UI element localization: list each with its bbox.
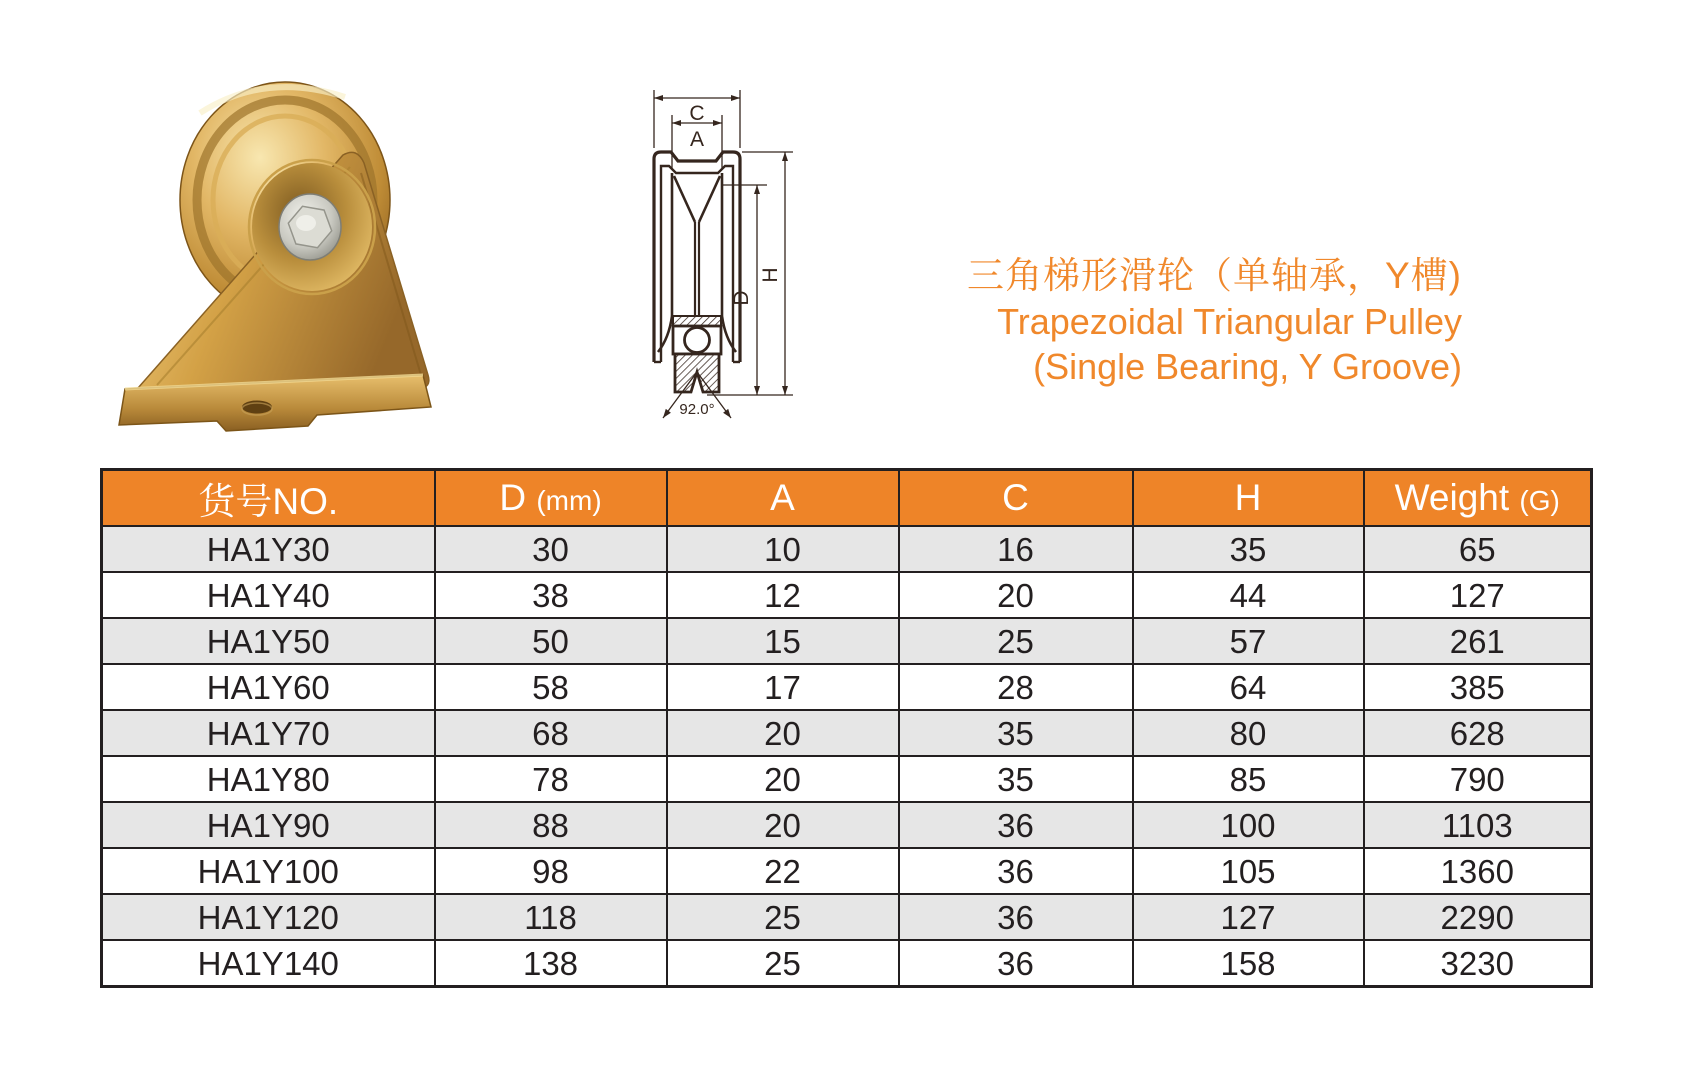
- table-cell: HA1Y30: [102, 526, 435, 572]
- column-header-unit: (G): [1519, 485, 1560, 516]
- table-cell: 20: [667, 802, 899, 848]
- table-cell: HA1Y70: [102, 710, 435, 756]
- table-cell: 15: [667, 618, 899, 664]
- table-cell: 68: [435, 710, 667, 756]
- pulley-photo-graphic: [105, 55, 465, 460]
- table-cell: 38: [435, 572, 667, 618]
- column-header: [1133, 470, 1364, 527]
- column-header: [102, 470, 435, 527]
- spec-table: [100, 468, 1593, 988]
- table-cell: 628: [1364, 710, 1592, 756]
- table-cell: 1360: [1364, 848, 1592, 894]
- dim-label-a: A: [689, 128, 705, 151]
- table-cell: 100: [1133, 802, 1364, 848]
- table-cell: HA1Y60: [102, 664, 435, 710]
- table-cell: 790: [1364, 756, 1592, 802]
- column-header-unit: (mm): [536, 485, 602, 516]
- table-row: [102, 526, 1592, 572]
- spec-table-body: [102, 526, 1592, 987]
- table-cell: 64: [1133, 664, 1364, 710]
- product-photo: [105, 55, 465, 460]
- cross-section-drawing: [595, 70, 810, 420]
- dim-label-c: C: [689, 102, 705, 125]
- column-header-label: C: [1002, 477, 1029, 518]
- table-cell: 78: [435, 756, 667, 802]
- spec-table-header-row: [102, 470, 1592, 527]
- table-cell: 20: [899, 572, 1133, 618]
- table-cell: 35: [899, 710, 1133, 756]
- table-cell: 28: [899, 664, 1133, 710]
- table-cell: 36: [899, 940, 1133, 987]
- table-row: [102, 802, 1592, 848]
- table-cell: 20: [667, 756, 899, 802]
- dim-label-d: D: [730, 290, 753, 306]
- table-cell: 1103: [1364, 802, 1592, 848]
- table-cell: 2290: [1364, 894, 1592, 940]
- table-cell: HA1Y140: [102, 940, 435, 987]
- table-cell: 138: [435, 940, 667, 987]
- table-cell: 36: [899, 894, 1133, 940]
- bearing-ball: [685, 328, 710, 353]
- table-cell: 385: [1364, 664, 1592, 710]
- table-cell: 25: [667, 894, 899, 940]
- table-cell: 22: [667, 848, 899, 894]
- dim-label-h: H: [759, 267, 782, 283]
- table-cell: 118: [435, 894, 667, 940]
- table-cell: 98: [435, 848, 667, 894]
- groove-angle-label: 92.0°: [679, 401, 715, 418]
- table-row: [102, 618, 1592, 664]
- table-cell: 50: [435, 618, 667, 664]
- table-cell: 85: [1133, 756, 1364, 802]
- table-cell: 80: [1133, 710, 1364, 756]
- table-cell: 10: [667, 526, 899, 572]
- table-row: [102, 848, 1592, 894]
- table-cell: 261: [1364, 618, 1592, 664]
- table-cell: 57: [1133, 618, 1364, 664]
- table-cell: 88: [435, 802, 667, 848]
- table-row: [102, 756, 1592, 802]
- table-cell: 105: [1133, 848, 1364, 894]
- table-cell: 36: [899, 848, 1133, 894]
- table-cell: 3230: [1364, 940, 1592, 987]
- column-header: [899, 470, 1133, 527]
- table-cell: 36: [899, 802, 1133, 848]
- product-title-zh: 三角梯形滑轮（单轴承，Y槽): [967, 255, 1462, 296]
- table-row: [102, 664, 1592, 710]
- table-cell: HA1Y40: [102, 572, 435, 618]
- table-cell: 25: [667, 940, 899, 987]
- table-cell: 30: [435, 526, 667, 572]
- table-row: [102, 710, 1592, 756]
- table-cell: HA1Y100: [102, 848, 435, 894]
- product-title-en-1: Trapezoidal Triangular Pulley: [997, 301, 1462, 342]
- column-header-label: H: [1234, 477, 1262, 518]
- table-row: [102, 894, 1592, 940]
- table-cell: 25: [899, 618, 1133, 664]
- column-header-label: A: [770, 477, 795, 518]
- product-title-en-2: (Single Bearing, Y Groove): [1033, 346, 1462, 387]
- table-cell: 58: [435, 664, 667, 710]
- table-cell: 12: [667, 572, 899, 618]
- table-cell: HA1Y80: [102, 756, 435, 802]
- column-header-label: D: [499, 477, 537, 518]
- table-cell: 127: [1364, 572, 1592, 618]
- table-cell: 16: [899, 526, 1133, 572]
- column-header: [435, 470, 667, 527]
- product-title: [967, 252, 1462, 389]
- table-cell: 35: [899, 756, 1133, 802]
- table-cell: HA1Y50: [102, 618, 435, 664]
- table-cell: 20: [667, 710, 899, 756]
- column-header-label: 货号NO.: [198, 481, 339, 522]
- table-cell: 158: [1133, 940, 1364, 987]
- table-cell: 127: [1133, 894, 1364, 940]
- table-cell: 17: [667, 664, 899, 710]
- table-cell: 65: [1364, 526, 1592, 572]
- column-header: [1364, 470, 1592, 527]
- table-cell: HA1Y120: [102, 894, 435, 940]
- technical-drawing: [595, 70, 810, 420]
- table-cell: 44: [1133, 572, 1364, 618]
- table-cell: 35: [1133, 526, 1364, 572]
- table-row: [102, 572, 1592, 618]
- table-row: [102, 940, 1592, 987]
- table-cell: HA1Y90: [102, 802, 435, 848]
- column-header: [667, 470, 899, 527]
- column-header-label: Weight: [1394, 477, 1520, 518]
